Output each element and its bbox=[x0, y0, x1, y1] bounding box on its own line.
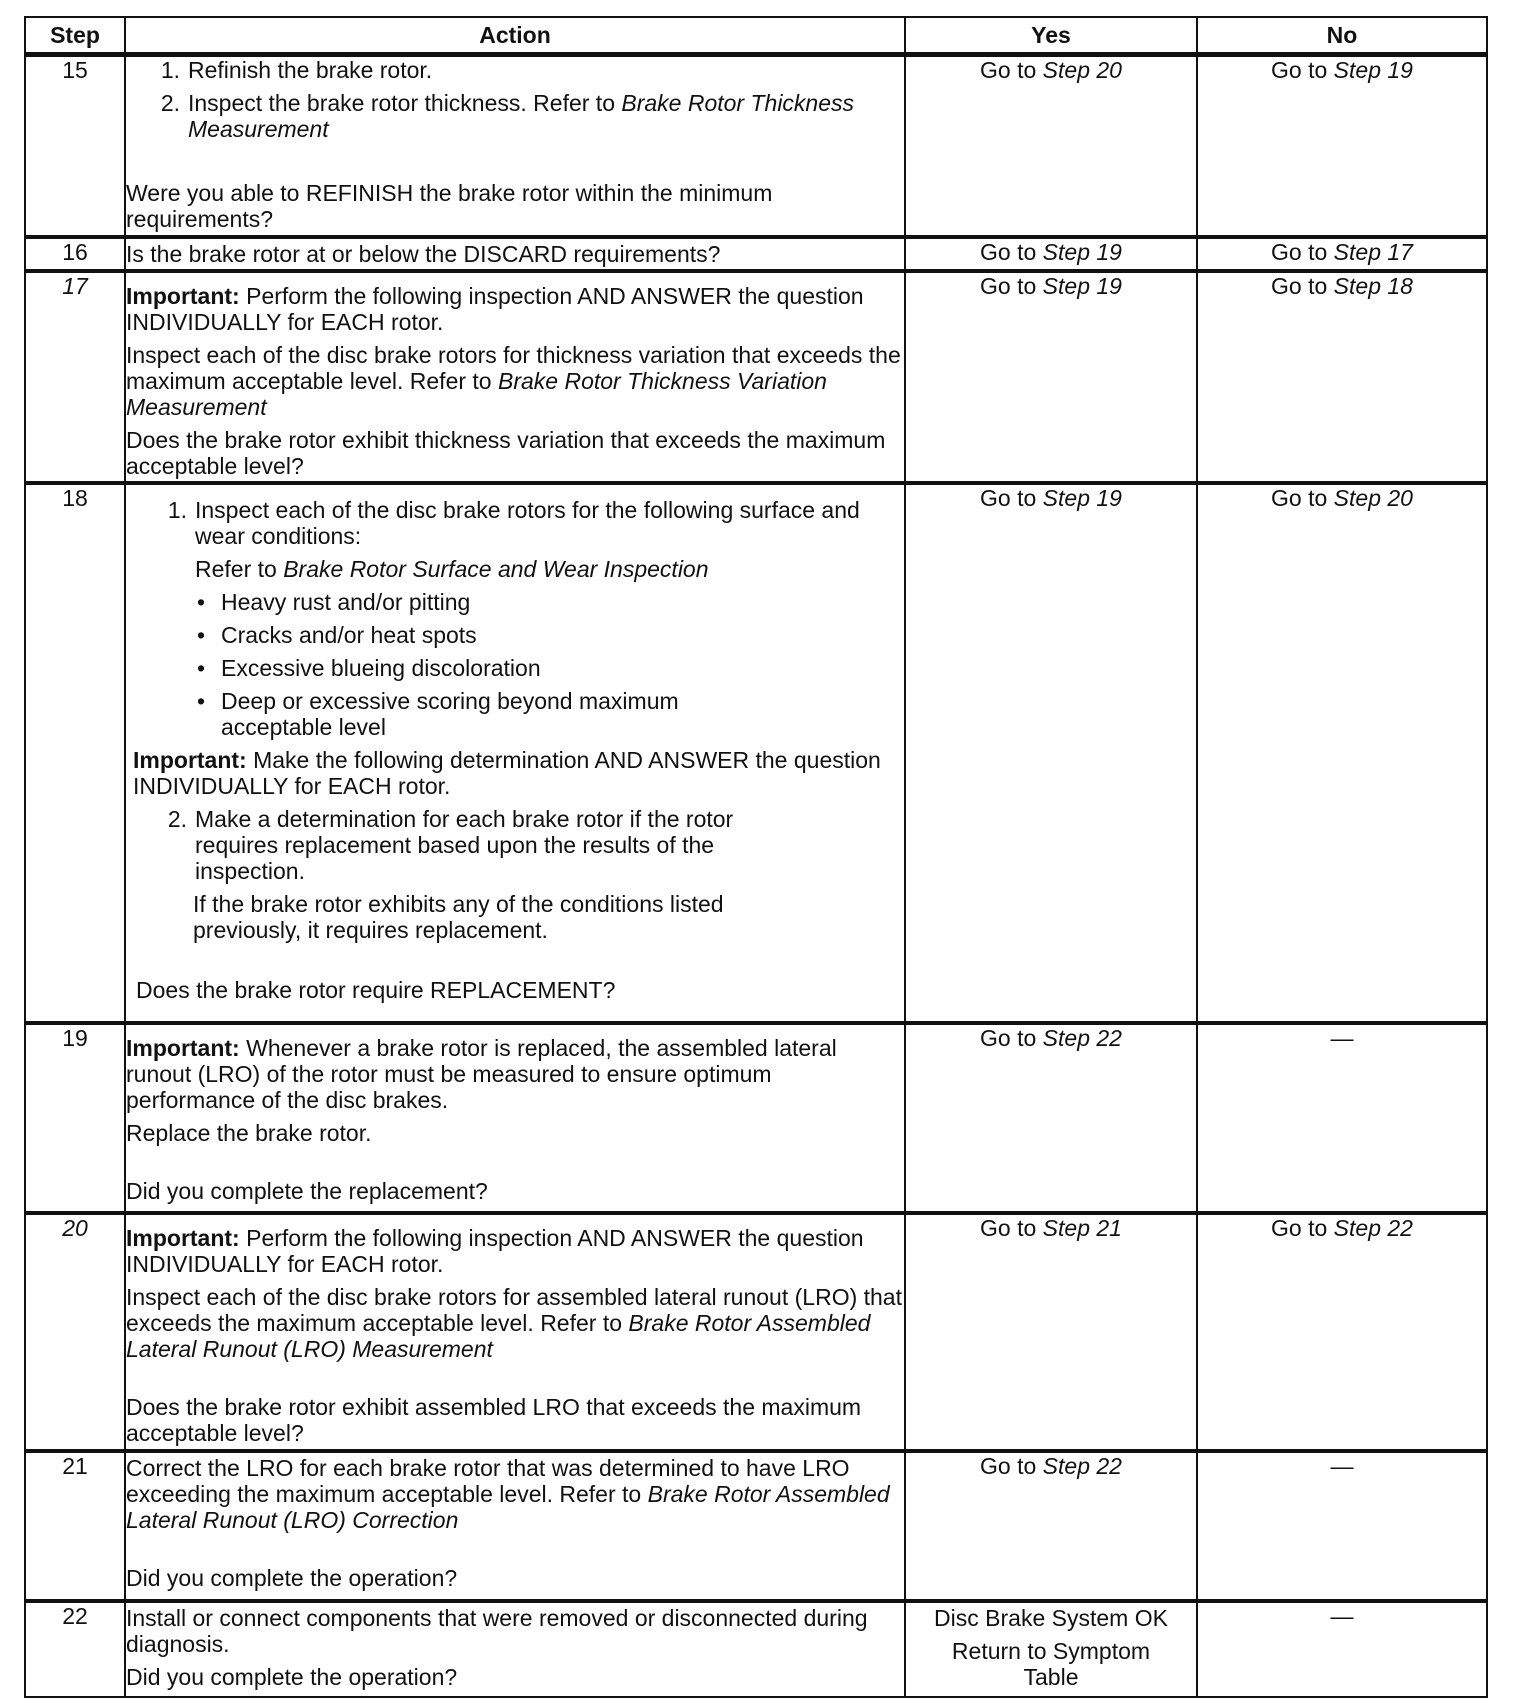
important-label: Important: bbox=[126, 1224, 240, 1251]
important-label: Important: bbox=[126, 1034, 240, 1061]
go-to-text: Go to bbox=[980, 272, 1037, 299]
refer-prefix: Refer to bbox=[195, 555, 284, 582]
go-to-text: Go to bbox=[1271, 57, 1328, 83]
item-number: 2. bbox=[160, 90, 180, 116]
question-text: Did you complete the operation? bbox=[126, 1564, 458, 1591]
step-number: 15 bbox=[25, 55, 125, 237]
table-row bbox=[25, 271, 1487, 483]
go-to-text: Go to bbox=[980, 1024, 1037, 1051]
reference-link[interactable]: Brake Rotor Assembled Lateral Runout (LRO) Measurement bbox=[126, 1309, 871, 1362]
step-number: 20 bbox=[25, 1213, 125, 1451]
item-number: 1. bbox=[167, 496, 187, 523]
table-row bbox=[25, 1601, 1487, 1697]
bullet-text: Cracks and/or heat spots bbox=[221, 621, 477, 648]
action-cell bbox=[125, 271, 905, 483]
item-note: If the brake rotor exhibits any of the conditions listed previously, it requires replacement. bbox=[193, 890, 724, 943]
yes-cell bbox=[905, 237, 1197, 271]
go-to-text: Go to bbox=[980, 1214, 1037, 1241]
action-cell bbox=[125, 483, 905, 1023]
action-cell bbox=[125, 1601, 905, 1697]
bullet-text: Excessive blueing discoloration bbox=[221, 654, 541, 681]
header-step: Step bbox=[25, 17, 125, 55]
reference-link[interactable]: Brake Rotor Thickness Measurement bbox=[188, 90, 855, 142]
action-cell bbox=[125, 1451, 905, 1601]
important-text: Perform the following inspection AND ANSWER the question INDIVIDUALLY for EACH rotor. bbox=[126, 282, 864, 335]
no-step-link[interactable]: Step 19 bbox=[1333, 57, 1413, 83]
reference-link[interactable]: Brake Rotor Thickness Variation Measurement bbox=[126, 367, 827, 420]
list-item bbox=[133, 497, 904, 549]
yes-step-link[interactable]: Step 22 bbox=[1042, 1452, 1122, 1479]
no-step-link[interactable]: Step 22 bbox=[1333, 1214, 1413, 1241]
yes-cell bbox=[905, 1023, 1197, 1213]
question-text: Did you complete the replacement? bbox=[126, 1177, 488, 1204]
table-row bbox=[25, 1213, 1487, 1451]
refer-text bbox=[133, 556, 904, 582]
question-text: Were you able to REFINISH the brake rotor within the minimum requirements? bbox=[126, 180, 773, 232]
instruction-text bbox=[126, 1455, 904, 1533]
important-text: Perform the following inspection AND ANSWER the question INDIVIDUALLY for EACH rotor. bbox=[126, 1224, 864, 1277]
question-text: Is the brake rotor at or below the DISCARD requirements? bbox=[125, 237, 905, 271]
important-label: Important: bbox=[133, 746, 247, 773]
reference-link[interactable]: Brake Rotor Surface and Wear Inspection bbox=[283, 555, 709, 582]
table-row bbox=[25, 1023, 1487, 1213]
go-to-text: Go to bbox=[1271, 272, 1328, 299]
action-cell bbox=[125, 1213, 905, 1451]
go-to-text: Go to bbox=[980, 57, 1037, 83]
step-number: 19 bbox=[25, 1023, 125, 1213]
reference-link[interactable]: Brake Rotor Assembled Lateral Runout (LRO) Correction bbox=[126, 1480, 890, 1533]
yes-cell bbox=[905, 1213, 1197, 1451]
header-row bbox=[25, 17, 1487, 55]
bullet-icon: • bbox=[197, 687, 206, 714]
yes-step-link[interactable]: Step 19 bbox=[1042, 238, 1122, 265]
table-row bbox=[25, 483, 1487, 1023]
yes-step-link[interactable]: Step 22 bbox=[1042, 1024, 1122, 1051]
item-text: Refinish the brake rotor. bbox=[188, 57, 433, 83]
bullet-item bbox=[133, 622, 904, 648]
important-note bbox=[126, 1035, 904, 1113]
table-row bbox=[25, 55, 1487, 237]
bullet-item bbox=[133, 589, 904, 615]
instruction-text: Replace the brake rotor. bbox=[126, 1119, 372, 1146]
yes-cell bbox=[905, 1451, 1197, 1601]
item-number: 2. bbox=[167, 805, 187, 832]
yes-cell bbox=[905, 271, 1197, 483]
step-number: 18 bbox=[25, 483, 125, 1023]
important-note bbox=[126, 283, 904, 335]
question-text: Does the brake rotor exhibit assembled LRO that exceeds the maximum acceptable level? bbox=[126, 1393, 862, 1446]
go-to-text: Go to bbox=[1271, 1214, 1328, 1241]
step-number: 16 bbox=[25, 237, 125, 271]
bullet-icon: • bbox=[197, 588, 206, 615]
step-number: 17 bbox=[25, 271, 125, 483]
instruction-text: Install or connect components that were removed or disconnected during diagnosis. bbox=[126, 1604, 868, 1657]
item-text-part: Inspect the brake rotor thickness. Refer to bbox=[188, 90, 622, 116]
no-step-link[interactable]: Step 18 bbox=[1333, 272, 1413, 299]
table-row bbox=[25, 237, 1487, 271]
yes-cell bbox=[905, 483, 1197, 1023]
bullet-item bbox=[133, 655, 904, 681]
no-cell bbox=[1197, 55, 1487, 237]
important-text: Make the following determination AND ANSWER the question INDIVIDUALLY for EACH rotor. bbox=[133, 746, 881, 799]
list-item bbox=[133, 806, 904, 884]
step-number: 22 bbox=[25, 1601, 125, 1697]
yes-step-link[interactable]: Step 20 bbox=[1042, 57, 1122, 83]
action-cell bbox=[125, 55, 905, 237]
item-text: Make a determination for each brake rotor if the rotor requires replacement based upon the results of the inspection. bbox=[195, 805, 734, 884]
yes-cell bbox=[905, 1601, 1197, 1697]
question-text: Did you complete the operation? bbox=[126, 1663, 458, 1690]
item-number: 1. bbox=[160, 57, 180, 83]
yes-step-link[interactable]: Step 19 bbox=[1042, 272, 1122, 299]
return-link[interactable]: Return to Symptom Table bbox=[951, 1637, 1151, 1690]
bullet-text: Heavy rust and/or pitting bbox=[221, 588, 471, 615]
item-text: Inspect each of the disc brake rotors for the following surface and wear conditions: bbox=[195, 496, 860, 549]
no-cell bbox=[1197, 271, 1487, 483]
go-to-text: Go to bbox=[980, 1452, 1037, 1479]
list-item bbox=[126, 90, 904, 142]
instruction-part: Inspect each of the disc brake rotors for thickness variation that exceeds the maximum acceptable level. Refer to bbox=[126, 341, 901, 394]
item-text bbox=[188, 90, 904, 142]
bullet-text: Deep or excessive scoring beyond maximum acceptable level bbox=[221, 687, 679, 740]
header-no: No bbox=[1197, 17, 1487, 55]
instruction-part: Inspect each of the disc brake rotors for assembled lateral runout (LRO) that exceeds the maximum acceptable level. Refer to bbox=[126, 1283, 902, 1336]
question-text: Does the brake rotor exhibit thickness variation that exceeds the maximum acceptable level? bbox=[126, 426, 886, 479]
question-text: Does the brake rotor require REPLACEMENT? bbox=[136, 976, 616, 1003]
no-cell: — bbox=[1197, 1451, 1487, 1601]
instruction-part: Correct the LRO for each brake rotor that was determined to have LRO exceeding the maximum acceptable level. Refer to bbox=[126, 1454, 850, 1507]
important-note bbox=[126, 1225, 904, 1277]
no-cell: — bbox=[1197, 1601, 1487, 1697]
yes-cell bbox=[905, 55, 1197, 237]
header-yes: Yes bbox=[905, 17, 1197, 55]
bullet-icon: • bbox=[197, 621, 206, 648]
important-label: Important: bbox=[126, 282, 240, 309]
no-step-link[interactable]: Step 17 bbox=[1333, 238, 1413, 265]
important-text: Whenever a brake rotor is replaced, the assembled lateral runout (LRO) of the rotor must be measured to ensure optimum performance of the disc brakes. bbox=[126, 1034, 837, 1113]
bullet-icon: • bbox=[197, 654, 206, 681]
bullet-item bbox=[133, 688, 904, 740]
instruction-text bbox=[126, 342, 904, 420]
go-to-text: Go to bbox=[980, 238, 1037, 265]
no-cell bbox=[1197, 483, 1487, 1023]
yes-step-link[interactable]: Step 19 bbox=[1042, 484, 1122, 511]
no-cell bbox=[1197, 237, 1487, 271]
diagnostic-table bbox=[24, 16, 1488, 1698]
table-row bbox=[25, 1451, 1487, 1601]
yes-step-link[interactable]: Step 21 bbox=[1042, 1214, 1122, 1241]
go-to-text: Go to bbox=[1271, 238, 1328, 265]
go-to-text: Go to bbox=[980, 484, 1037, 511]
action-cell bbox=[125, 1023, 905, 1213]
instruction-text bbox=[126, 1284, 904, 1362]
yes-result-text: Disc Brake System OK bbox=[934, 1604, 1168, 1631]
no-cell: — bbox=[1197, 1023, 1487, 1213]
go-to-text: Go to bbox=[1271, 484, 1328, 511]
no-step-link[interactable]: Step 20 bbox=[1333, 484, 1413, 511]
list-item bbox=[126, 57, 904, 83]
important-note bbox=[133, 747, 904, 799]
no-cell bbox=[1197, 1213, 1487, 1451]
step-number: 21 bbox=[25, 1451, 125, 1601]
header-action: Action bbox=[125, 17, 905, 55]
